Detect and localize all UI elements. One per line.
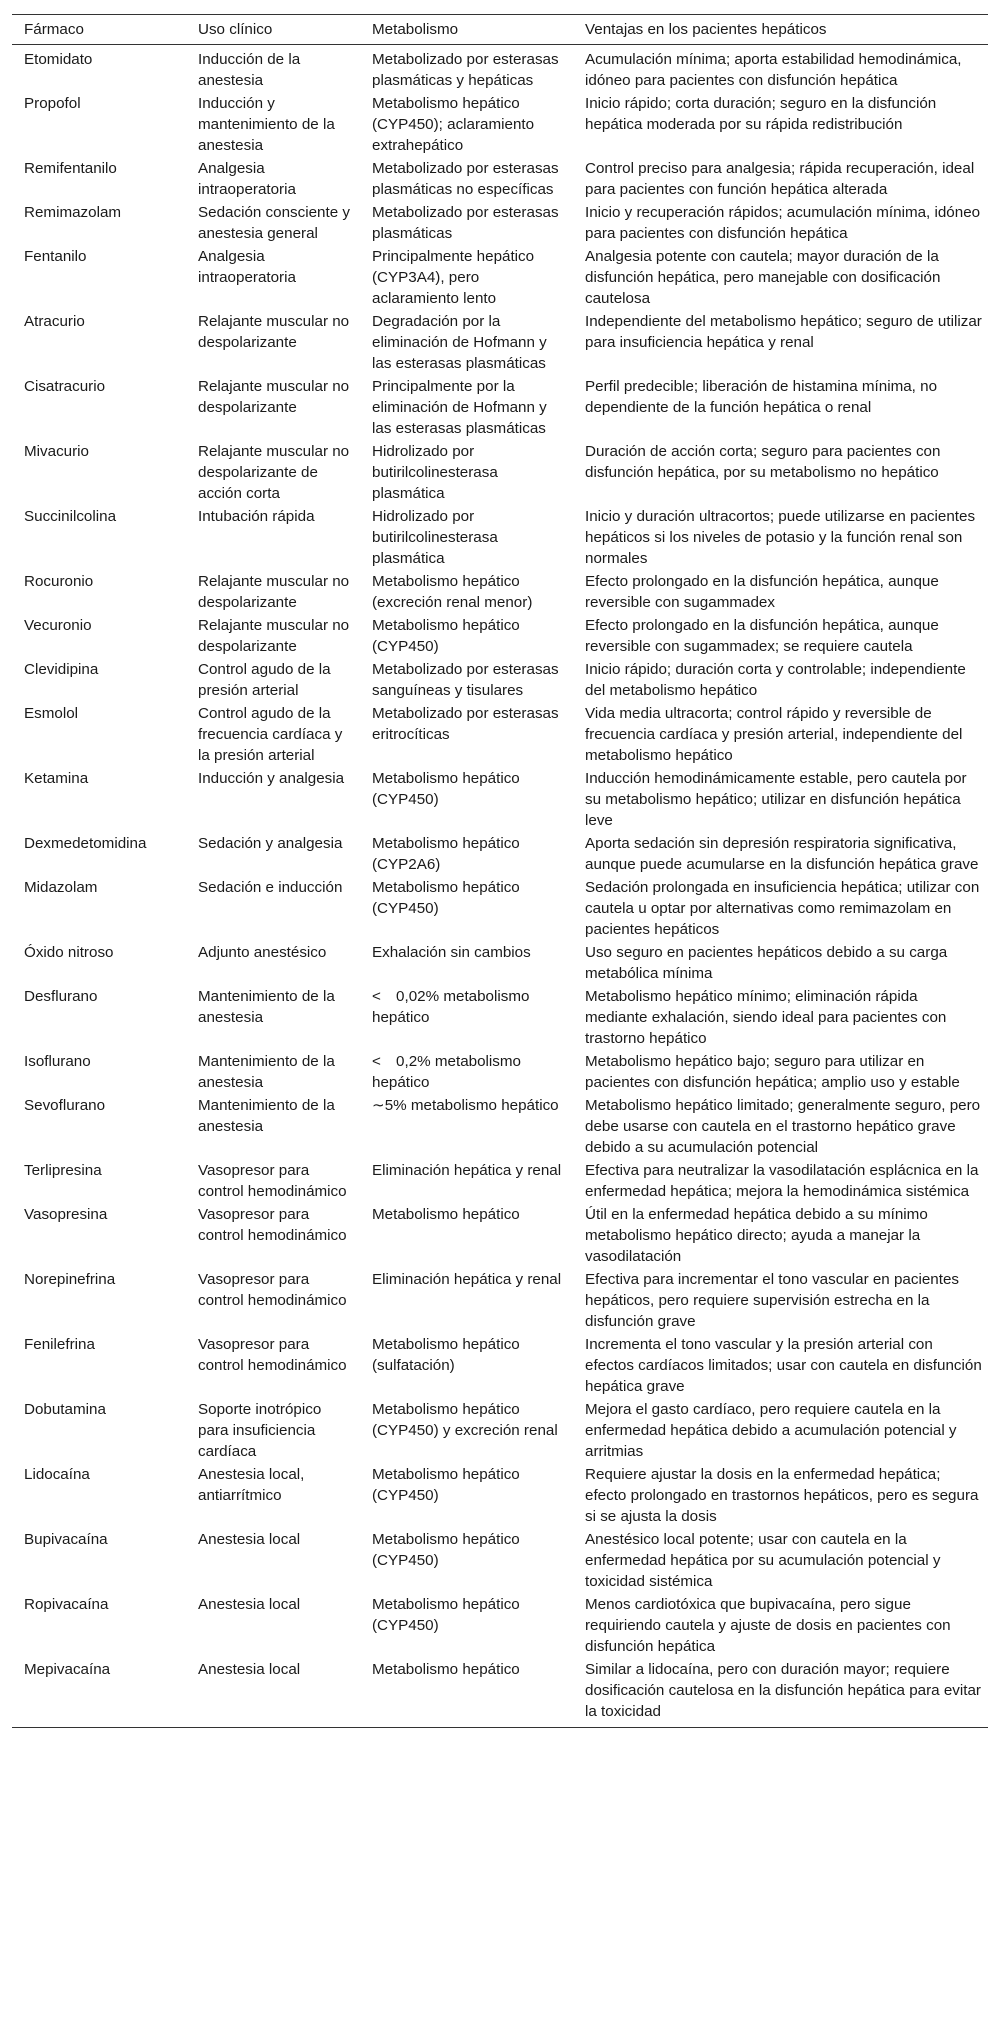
cell-ventajas: Control preciso para analgesia; rápida recuperación, ideal para pacientes con función hepática alterada [585,160,975,198]
cell-metabolismo: Metabolismo hepático (CYP450); aclaramiento extrahepático [372,95,535,154]
cell-metabolismo: Metabolizado por esterasas eritrocíticas [372,705,559,743]
cell-metabolismo: Metabolismo hepático (CYP450) [372,770,520,808]
cell-uso-clinico: Anestesia local [198,1531,301,1548]
cell-farmaco: Atracurio [24,313,85,330]
cell-ventajas: Efectiva para neutralizar la vasodilatación esplácnica en la enfermedad hepática; mejora la hemodinámica sistémica [585,1162,979,1200]
cell-farmaco: Rocuronio [24,573,94,590]
cell-metabolismo: Exhalación sin cambios [372,944,531,961]
cell-metabolismo: < 0,2% metabolismo hepático [372,1053,521,1091]
table-row [12,1268,988,1333]
cell-metabolismo: Metabolismo hepático (CYP450) [372,1531,520,1569]
table-row [12,702,988,767]
cell-uso-clinico: Anestesia local [198,1596,301,1613]
table-row [12,658,988,702]
cell-ventajas: Similar a lidocaína, pero con duración mayor; requiere dosificación cautelosa en la disfunción hepática para evitar la toxicidad [573,1658,988,1728]
cell-metabolismo: Metabolizado por esterasas sanguíneas y tisulares [372,661,559,699]
cell-metabolismo: Hidrolizado por butirilcolinesterasa plasmática [372,443,498,502]
cell-uso-clinico: Sedación y analgesia [198,835,343,852]
table-row [12,440,988,505]
cell-uso-clinico: Analgesia intraoperatoria [198,160,296,198]
cell-metabolismo: Metabolizado por esterasas plasmáticas no específicas [372,160,559,198]
cell-farmaco: Dobutamina [24,1401,106,1418]
cell-metabolismo: Metabolismo hepático (CYP450) y excreción renal [372,1401,558,1439]
table-row [12,570,988,614]
table-row [12,767,988,832]
cell-ventajas: Metabolismo hepático mínimo; eliminación rápida mediante exhalación, siendo ideal para pacientes con trastorno hepático [585,988,947,1047]
cell-farmaco: Ropivacaína [24,1596,109,1613]
table-header [12,15,988,45]
cell-metabolismo: Metabolismo hepático (CYP450) [372,1596,520,1634]
cell-metabolismo: Metabolismo hepático [372,1206,520,1223]
cell-farmaco: Sevoflurano [24,1097,106,1114]
cell-uso-clinico: Sedación e inducción [198,879,343,896]
cell-ventajas: Efecto prolongado en la disfunción hepática, aunque reversible con sugammadex [585,573,939,611]
cell-farmaco: Mepivacaína [12,1658,186,1728]
cell-farmaco: Fentanilo [24,248,87,265]
cell-metabolismo: Metabolismo hepático (CYP450) [372,617,520,655]
cell-metabolismo: Metabolismo hepático (CYP2A6) [372,835,520,873]
table-row [12,985,988,1050]
table-row [12,1094,988,1159]
cell-farmaco: Vecuronio [24,617,92,634]
cell-ventajas: Inicio rápido; duración corta y controlable; independiente del metabolismo hepático [585,661,966,699]
table-row [12,375,988,440]
cell-farmaco: Isoflurano [24,1053,91,1070]
table-row [12,876,988,941]
cell-ventajas: Inducción hemodinámicamente estable, pero cautela por su metabolismo hepático; utilizar en disfunción hepática leve [585,770,967,829]
cell-metabolismo: Degradación por la eliminación de Hofmann y las esterasas plasmáticas [372,313,547,372]
table-row [12,1159,988,1203]
cell-uso-clinico: Intubación rápida [198,508,315,525]
header-row [12,15,988,45]
cell-ventajas: Incrementa el tono vascular y la presión arterial con efectos cardíacos limitados; usar con cautela en disfunción hepática grave [585,1336,982,1395]
cell-ventajas: Vida media ultracorta; control rápido y reversible de frecuencia cardíaca y presión arterial, independiente del metabolismo hepático [585,705,963,764]
cell-uso-clinico: Analgesia intraoperatoria [198,248,296,286]
cell-farmaco: Remimazolam [24,204,122,221]
cell-uso-clinico: Soporte inotrópico para insuficiencia cardíaca [198,1401,322,1460]
cell-uso-clinico: Inducción de la anestesia [198,51,301,89]
table-body [12,45,988,1728]
cell-uso-clinico: Anestesia local, antiarrítmico [198,1466,305,1504]
cell-metabolismo: Eliminación hepática y renal [372,1162,562,1179]
cell-ventajas: Aporta sedación sin depresión respiratoria significativa, aunque puede acumularse en la disfunción hepática grave [585,835,979,873]
cell-farmaco: Lidocaína [24,1466,90,1483]
cell-uso-clinico: Vasopresor para control hemodinámico [198,1162,347,1200]
cell-uso-clinico: Anestesia local [186,1658,360,1728]
cell-uso-clinico: Mantenimiento de la anestesia [198,1053,335,1091]
cell-uso-clinico: Mantenimiento de la anestesia [198,1097,335,1135]
table-row [12,157,988,201]
cell-uso-clinico: Vasopresor para control hemodinámico [198,1336,347,1374]
cell-farmaco: Desflurano [24,988,98,1005]
table-row [12,1528,988,1593]
cell-ventajas: Independiente del metabolismo hepático; seguro de utilizar para insuficiencia hepática y renal [585,313,982,351]
cell-metabolismo: Metabolismo hepático (sulfatación) [372,1336,520,1374]
cell-farmaco: Terlipresina [24,1162,102,1179]
cell-uso-clinico: Control agudo de la frecuencia cardíaca y la presión arterial [198,705,343,764]
cell-metabolismo: Principalmente por la eliminación de Hofmann y las esterasas plasmáticas [372,378,547,437]
cell-farmaco: Remifentanilo [24,160,117,177]
cell-ventajas: Inicio y duración ultracortos; puede utilizarse en pacientes hepáticos si los niveles de potasio y la función renal son normales [585,508,976,567]
cell-metabolismo: Metabolismo hepático (excreción renal menor) [372,573,533,611]
cell-ventajas: Metabolismo hepático bajo; seguro para utilizar en pacientes con disfunción hepática; amplio uso y estable [585,1053,960,1091]
cell-metabolismo: Eliminación hepática y renal [372,1271,562,1288]
header-uso-clinico: Uso clínico [186,15,360,45]
cell-farmaco: Dexmedetomidina [24,835,147,852]
cell-farmaco: Norepinefrina [24,1271,116,1288]
header-metabolismo: Metabolismo [360,15,573,45]
cell-farmaco: Ketamina [24,770,89,787]
cell-ventajas: Efectiva para incrementar el tono vascular en pacientes hepáticos, pero requiere supervisión estrecha en la disfunción grave [585,1271,959,1330]
cell-farmaco: Óxido nitroso [24,944,114,961]
cell-farmaco: Midazolam [24,879,98,896]
cell-uso-clinico: Adjunto anestésico [198,944,327,961]
table-row [12,941,988,985]
header-farmaco: Fármaco [12,15,186,45]
table-row [12,201,988,245]
cell-ventajas: Anestésico local potente; usar con cautela en la enfermedad hepática por su acumulación potencial y toxicidad sistémica [585,1531,941,1590]
cell-metabolismo: Hidrolizado por butirilcolinesterasa plasmática [372,508,498,567]
table-row [12,1333,988,1398]
table-row [12,505,988,570]
cell-farmaco: Clevidipina [24,661,99,678]
drug-table [12,14,988,1728]
cell-ventajas: Inicio rápido; corta duración; seguro en la disfunción hepática moderada por su rápida redistribución [585,95,937,133]
cell-uso-clinico: Sedación consciente y anestesia general [198,204,350,242]
cell-metabolismo: Metabolismo hepático (CYP450) [372,879,520,917]
cell-farmaco: Etomidato [24,51,93,68]
cell-uso-clinico: Relajante muscular no despolarizante [198,617,350,655]
table-row [12,1463,988,1528]
cell-farmaco: Mivacurio [24,443,89,460]
cell-metabolismo: Metabolismo hepático [360,1658,573,1728]
table-row [12,310,988,375]
table-row [12,1050,988,1094]
cell-uso-clinico: Relajante muscular no despolarizante [198,378,350,416]
cell-farmaco: Fenilefrina [24,1336,95,1353]
cell-ventajas: Uso seguro en pacientes hepáticos debido a su carga metabólica mínima [585,944,948,982]
cell-metabolismo: Metabolizado por esterasas plasmáticas [372,204,559,242]
table-row [12,1658,988,1728]
cell-ventajas: Inicio y recuperación rápidos; acumulación mínima, idóneo para pacientes con disfunción hepática [585,204,981,242]
cell-ventajas: Metabolismo hepático limitado; generalmente seguro, pero debe usarse con cautela en el trastorno hepático grave debido a su acumulación potencial [585,1097,981,1156]
cell-uso-clinico: Vasopresor para control hemodinámico [198,1271,347,1309]
cell-ventajas: Sedación prolongada en insuficiencia hepática; utilizar con cautela u optar por alternativas como remimazolam en pacientes hepáticos [585,879,980,938]
cell-uso-clinico: Mantenimiento de la anestesia [198,988,335,1026]
cell-ventajas: Requiere ajustar la dosis en la enfermedad hepática; efecto prolongado en trastornos hepáticos, pero es segura si se ajusta la dosis [585,1466,979,1525]
table-row [12,1203,988,1268]
table-row [12,245,988,310]
table-row [12,614,988,658]
cell-farmaco: Propofol [24,95,81,112]
table-row [12,832,988,876]
cell-uso-clinico: Control agudo de la presión arterial [198,661,331,699]
cell-ventajas: Analgesia potente con cautela; mayor duración de la disfunción hepática, pero manejable con dosificación cautelosa [585,248,941,307]
cell-ventajas: Duración de acción corta; seguro para pacientes con disfunción hepática, por su metabolismo no hepático [585,443,941,481]
cell-ventajas: Menos cardiotóxica que bupivacaína, pero sigue requiriendo cautela y ajuste de dosis en pacientes con disfunción hepática [585,1596,951,1655]
cell-metabolismo: Metabolismo hepático (CYP450) [372,1466,520,1504]
table-row [12,1398,988,1463]
cell-uso-clinico: Vasopresor para control hemodinámico [198,1206,347,1244]
cell-ventajas: Acumulación mínima; aporta estabilidad hemodinámica, idóneo para pacientes con disfunción hepática [585,51,962,89]
cell-ventajas: Perfil predecible; liberación de histamina mínima, no dependiente de la función hepática o renal [585,378,938,416]
cell-uso-clinico: Relajante muscular no despolarizante [198,573,350,611]
cell-metabolismo: Principalmente hepático (CYP3A4), pero aclaramiento lento [372,248,535,307]
cell-farmaco: Vasopresina [24,1206,108,1223]
cell-metabolismo: < 0,02% metabolismo hepático [372,988,530,1026]
cell-ventajas: Mejora el gasto cardíaco, pero requiere cautela en la enfermedad hepática debido a acumulación potencial y arritmias [585,1401,957,1460]
cell-farmaco: Succinilcolina [24,508,117,525]
cell-ventajas: Útil en la enfermedad hepática debido a su mínimo metabolismo hepático directo; ayuda a manejar la vasodilatación [585,1206,928,1265]
table-row [12,92,988,157]
cell-uso-clinico: Inducción y mantenimiento de la anestesia [198,95,335,154]
cell-farmaco: Cisatracurio [24,378,106,395]
cell-farmaco: Esmolol [24,705,79,722]
cell-farmaco: Bupivacaína [24,1531,108,1548]
cell-metabolismo: ∼5% metabolismo hepático [372,1097,559,1114]
table-row [12,45,988,93]
header-ventajas: Ventajas en los pacientes hepáticos [573,15,988,45]
cell-uso-clinico: Relajante muscular no despolarizante de acción corta [198,443,350,502]
cell-metabolismo: Metabolizado por esterasas plasmáticas y hepáticas [372,51,559,89]
cell-uso-clinico: Relajante muscular no despolarizante [198,313,350,351]
cell-uso-clinico: Inducción y analgesia [198,770,345,787]
table-row [12,1593,988,1658]
cell-ventajas: Efecto prolongado en la disfunción hepática, aunque reversible con sugammadex; se requiere cautela [585,617,939,655]
